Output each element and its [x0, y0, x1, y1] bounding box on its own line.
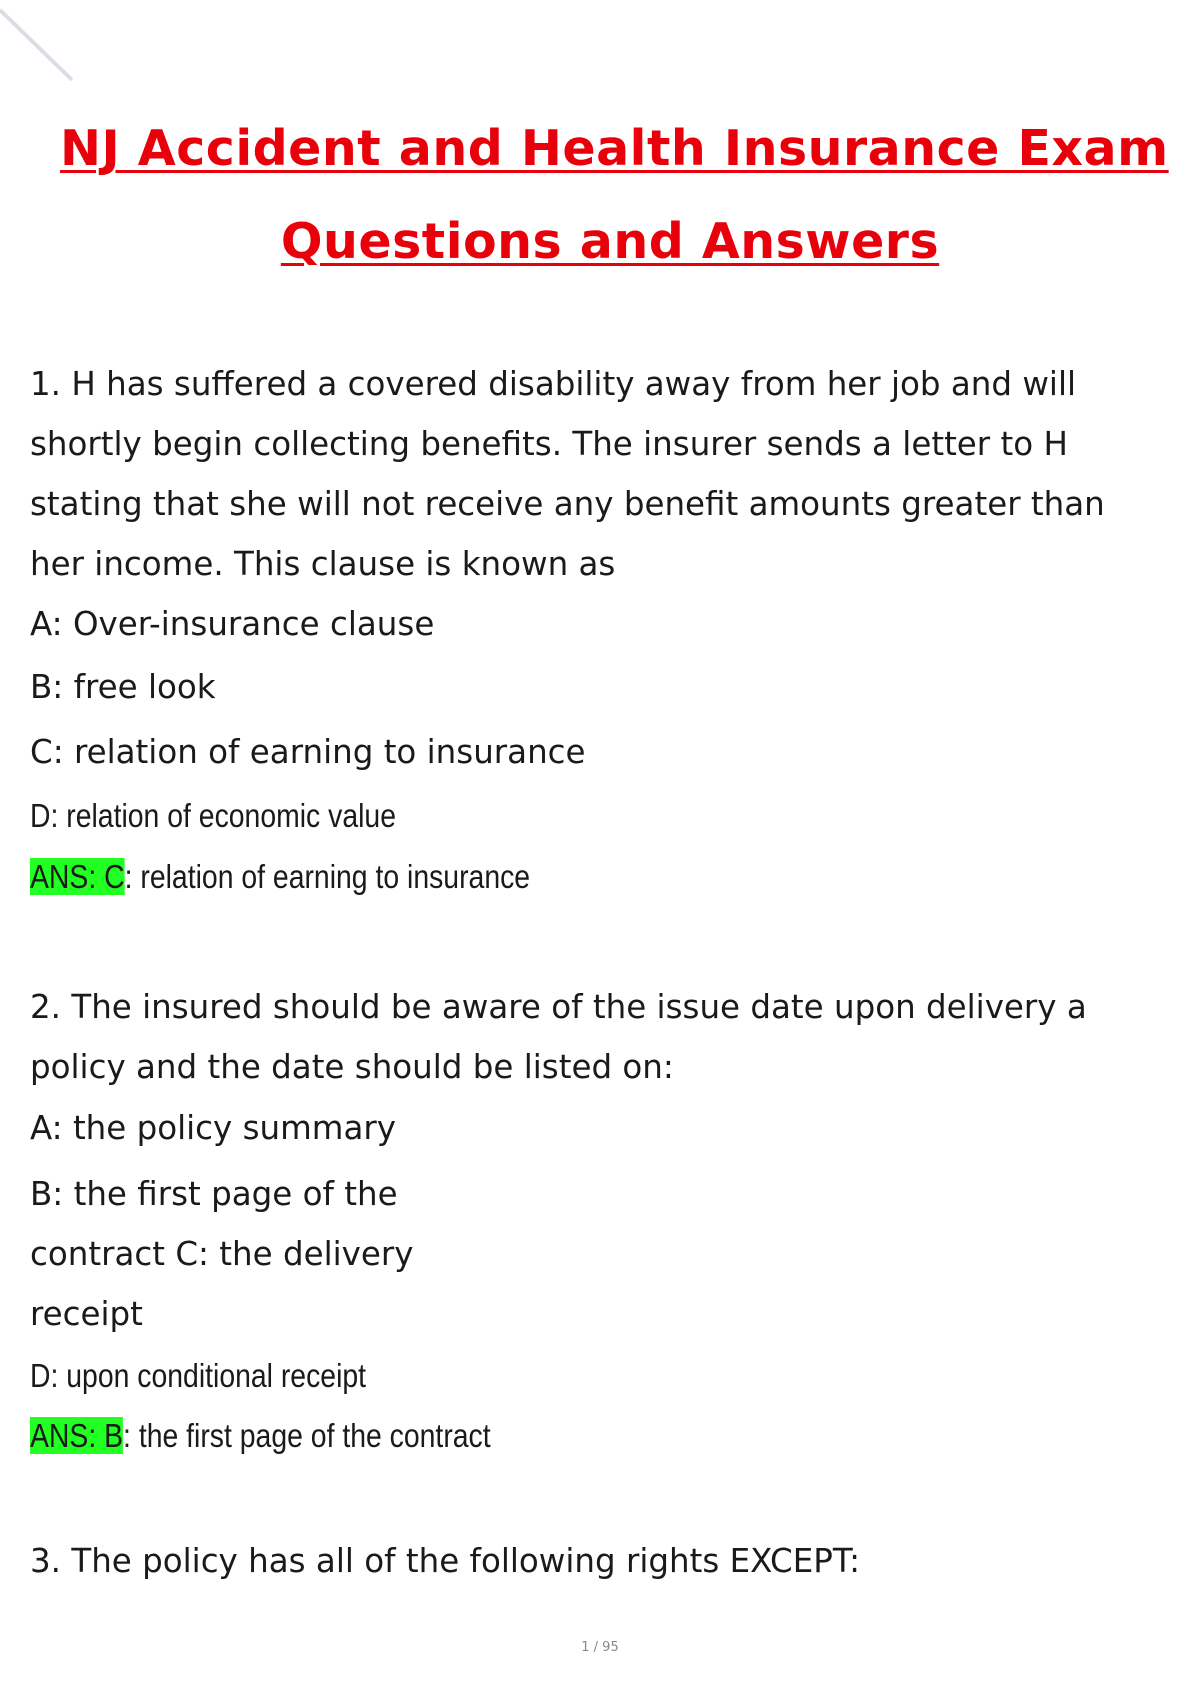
question-2-answer — [30, 1417, 491, 1455]
question-2-answer-key: ANS: B — [30, 1417, 124, 1454]
document-title-line-1: NJ Accident and Health Insurance Exam — [60, 120, 1169, 177]
question-2-option-b-line-3: receipt — [30, 1295, 143, 1333]
question-2-option-d: D: upon conditional receipt — [30, 1357, 367, 1394]
question-1-answer-key: ANS: C — [30, 858, 125, 895]
page-indicator: 1 / 95 — [581, 1640, 619, 1655]
question-1-option-c: C: relation of earning to insurance — [30, 733, 586, 771]
question-2-stem-line-2: policy and the date should be listed on: — [30, 1048, 674, 1086]
question-1-option-d: D: relation of economic value — [30, 797, 396, 834]
question-2-option-b-line-2: contract C: the delivery — [30, 1235, 414, 1273]
question-3-stem-line-1: 3. The policy has all of the following rights EXCEPT: — [30, 1542, 861, 1580]
question-2-answer-text: : the first page of the contract — [123, 1417, 491, 1454]
question-2-stem-line-1: 2. The insured should be aware of the issue date upon delivery a — [30, 988, 1087, 1026]
question-1-stem-line-2: shortly begin collecting benefits. The insurer sends a letter to H — [30, 425, 1068, 463]
question-1-option-b: B: free look — [30, 668, 216, 706]
question-1-stem-line-1: 1. H has suffered a covered disability away from her job and will — [30, 365, 1077, 403]
question-2-option-a: A: the policy summary — [30, 1109, 396, 1147]
document-title-line-2: Questions and Answers — [280, 213, 940, 270]
question-1-answer-text: : relation of earning to insurance — [124, 858, 531, 895]
question-1-option-a: A: Over-insurance clause — [30, 605, 435, 643]
question-1-stem-line-4: her income. This clause is known as — [30, 545, 616, 583]
question-1-stem-line-3: stating that she will not receive any benefit amounts greater than — [30, 485, 1105, 523]
question-1-answer — [30, 858, 530, 896]
page-corner-mark — [0, 0, 80, 90]
question-2-option-b-line-1: B: the first page of the — [30, 1175, 398, 1213]
